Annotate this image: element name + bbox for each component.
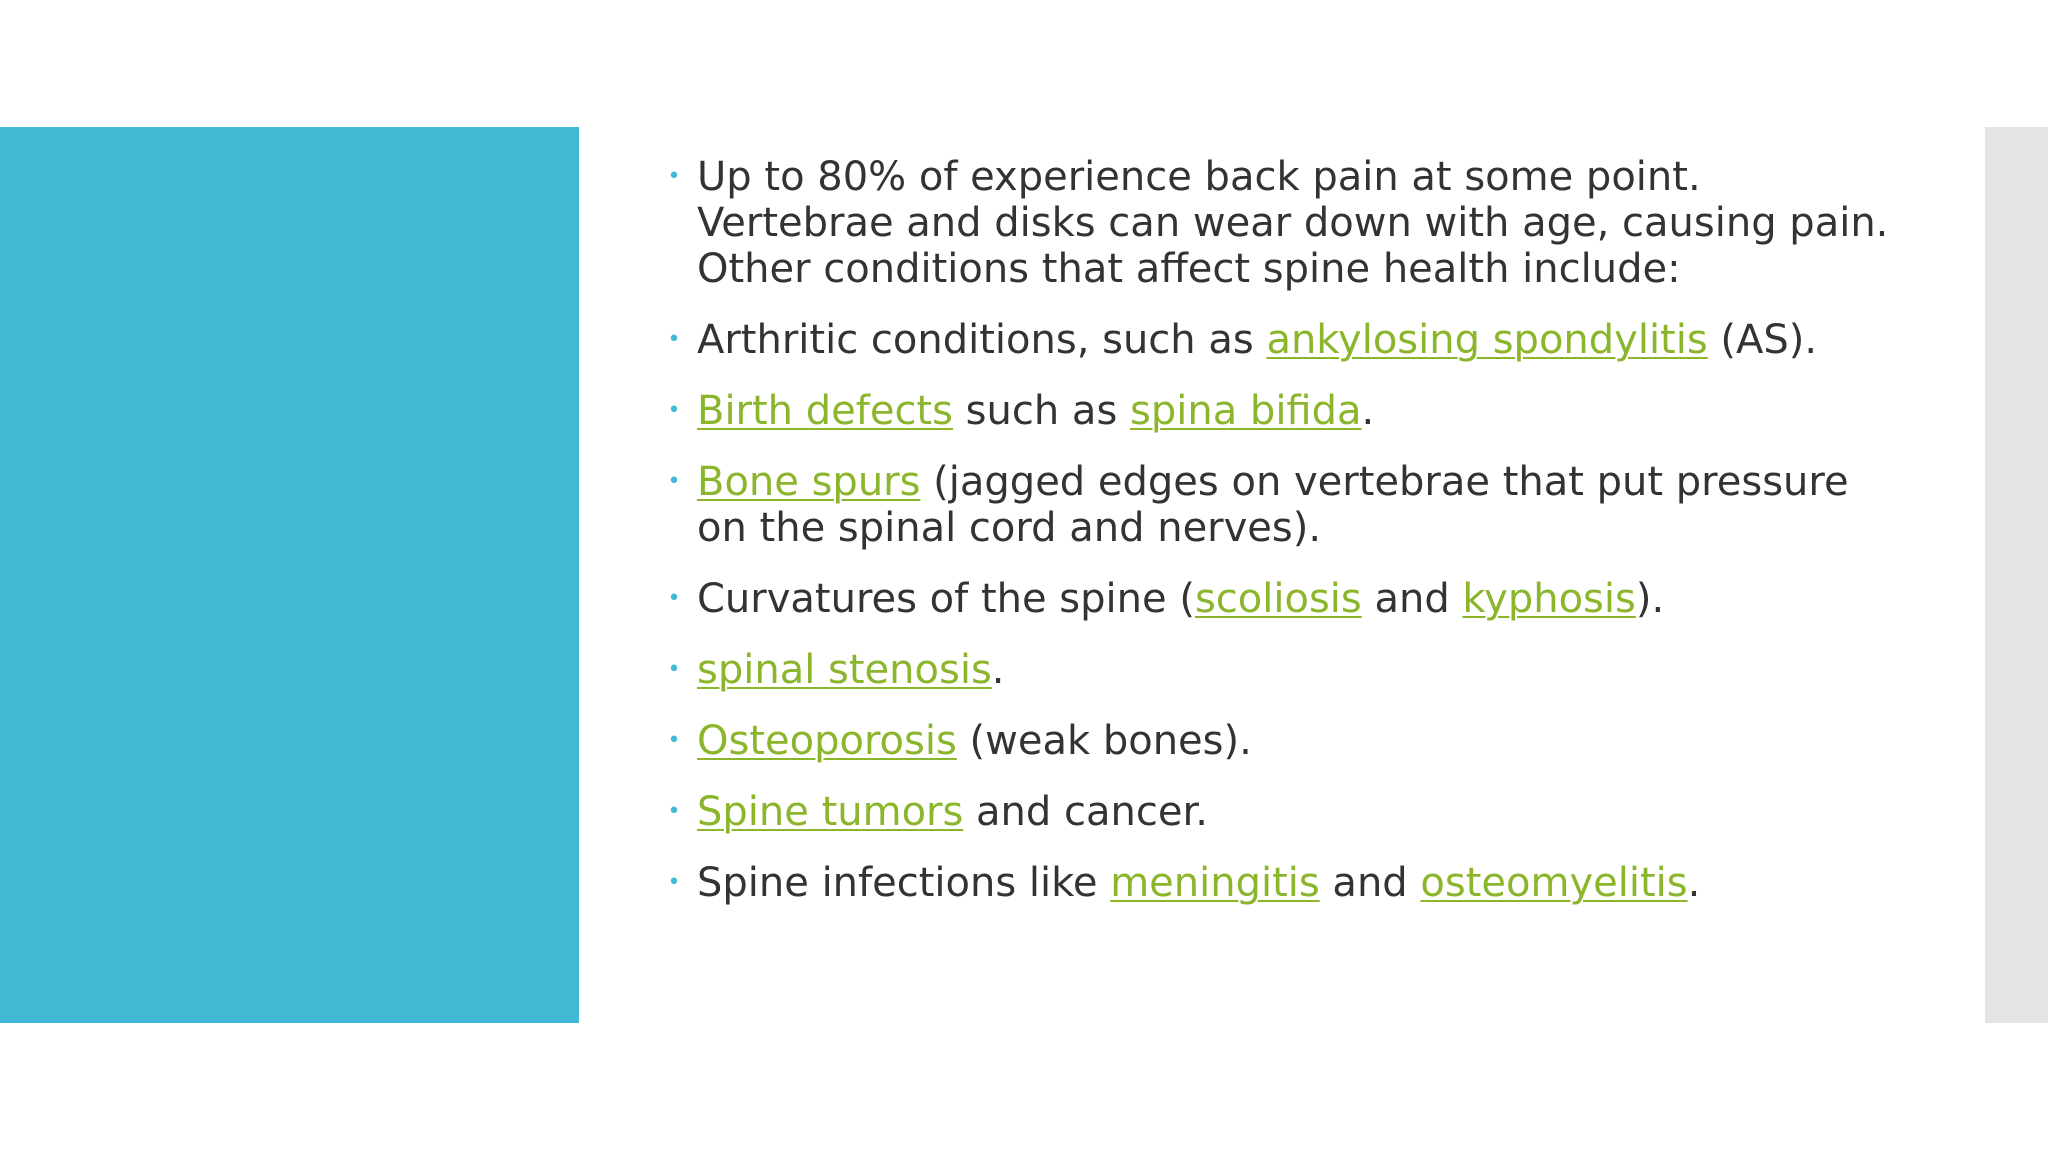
link-spine-tumors[interactable]: Spine tumors xyxy=(697,789,964,835)
bullet-text: Curvatures of the spine ( xyxy=(697,576,1195,622)
link-ankylosing-spondylitis[interactable]: ankylosing spondylitis xyxy=(1266,317,1708,363)
bullet-text: such as xyxy=(952,388,1130,434)
accent-color-block xyxy=(0,127,579,1023)
bullet-item-curvatures xyxy=(665,576,1905,622)
bullet-icon: • xyxy=(667,799,681,824)
link-scoliosis[interactable]: scoliosis xyxy=(1194,576,1362,622)
bullet-text: and xyxy=(1361,576,1463,622)
bullet-text: Up to 80% of experience back pain at some point. Vertebrae and disks can wear down with age, causing pain. Other conditions that affect spine health include: xyxy=(697,154,1889,292)
bullet-icon: • xyxy=(667,164,681,189)
bullet-text: . xyxy=(1361,388,1375,434)
link-bone-spurs[interactable]: Bone spurs xyxy=(697,459,921,505)
bullet-item-spine-tumors xyxy=(665,789,1905,835)
bullet-icon: • xyxy=(667,657,681,682)
bullet-text: ). xyxy=(1635,576,1665,622)
bullet-list xyxy=(665,154,1905,906)
bullet-item-osteoporosis xyxy=(665,718,1905,764)
bullet-text: Spine infections like xyxy=(697,860,1111,906)
bullet-icon: • xyxy=(667,870,681,895)
link-spina-bifida[interactable]: spina bifida xyxy=(1130,388,1362,434)
bullet-icon: • xyxy=(667,327,681,352)
bullet-item-spine-infections xyxy=(665,860,1905,906)
bullet-text: . xyxy=(1687,860,1701,906)
bullet-item-arthritic xyxy=(665,317,1905,363)
link-birth-defects[interactable]: Birth defects xyxy=(697,388,953,434)
bullet-item-spinal-stenosis xyxy=(665,647,1905,693)
slide-content xyxy=(665,154,1905,931)
bullet-text: (AS). xyxy=(1707,317,1818,363)
bullet-text: (weak bones). xyxy=(956,718,1252,764)
bullet-text: . xyxy=(991,647,1005,693)
bullet-icon: • xyxy=(667,398,681,423)
bullet-icon: • xyxy=(667,586,681,611)
bullet-item-birth-defects xyxy=(665,388,1905,434)
bullet-text: (jagged edges on vertebrae that put pressure on the spinal cord and nerves). xyxy=(697,459,1849,551)
bullet-text: and xyxy=(1319,860,1421,906)
bullet-text: and cancer. xyxy=(963,789,1208,835)
bullet-item-back-pain xyxy=(665,154,1905,292)
bullet-text: Arthritic conditions, such as xyxy=(697,317,1267,363)
link-osteoporosis[interactable]: Osteoporosis xyxy=(697,718,957,764)
link-kyphosis[interactable]: kyphosis xyxy=(1462,576,1636,622)
right-side-bar xyxy=(1985,127,2048,1023)
bullet-icon: • xyxy=(667,469,681,494)
bullet-item-bone-spurs xyxy=(665,459,1905,551)
bullet-icon: • xyxy=(667,728,681,753)
link-spinal-stenosis[interactable]: spinal stenosis xyxy=(697,647,992,693)
link-osteomyelitis[interactable]: osteomyelitis xyxy=(1420,860,1688,906)
link-meningitis[interactable]: meningitis xyxy=(1110,860,1320,906)
